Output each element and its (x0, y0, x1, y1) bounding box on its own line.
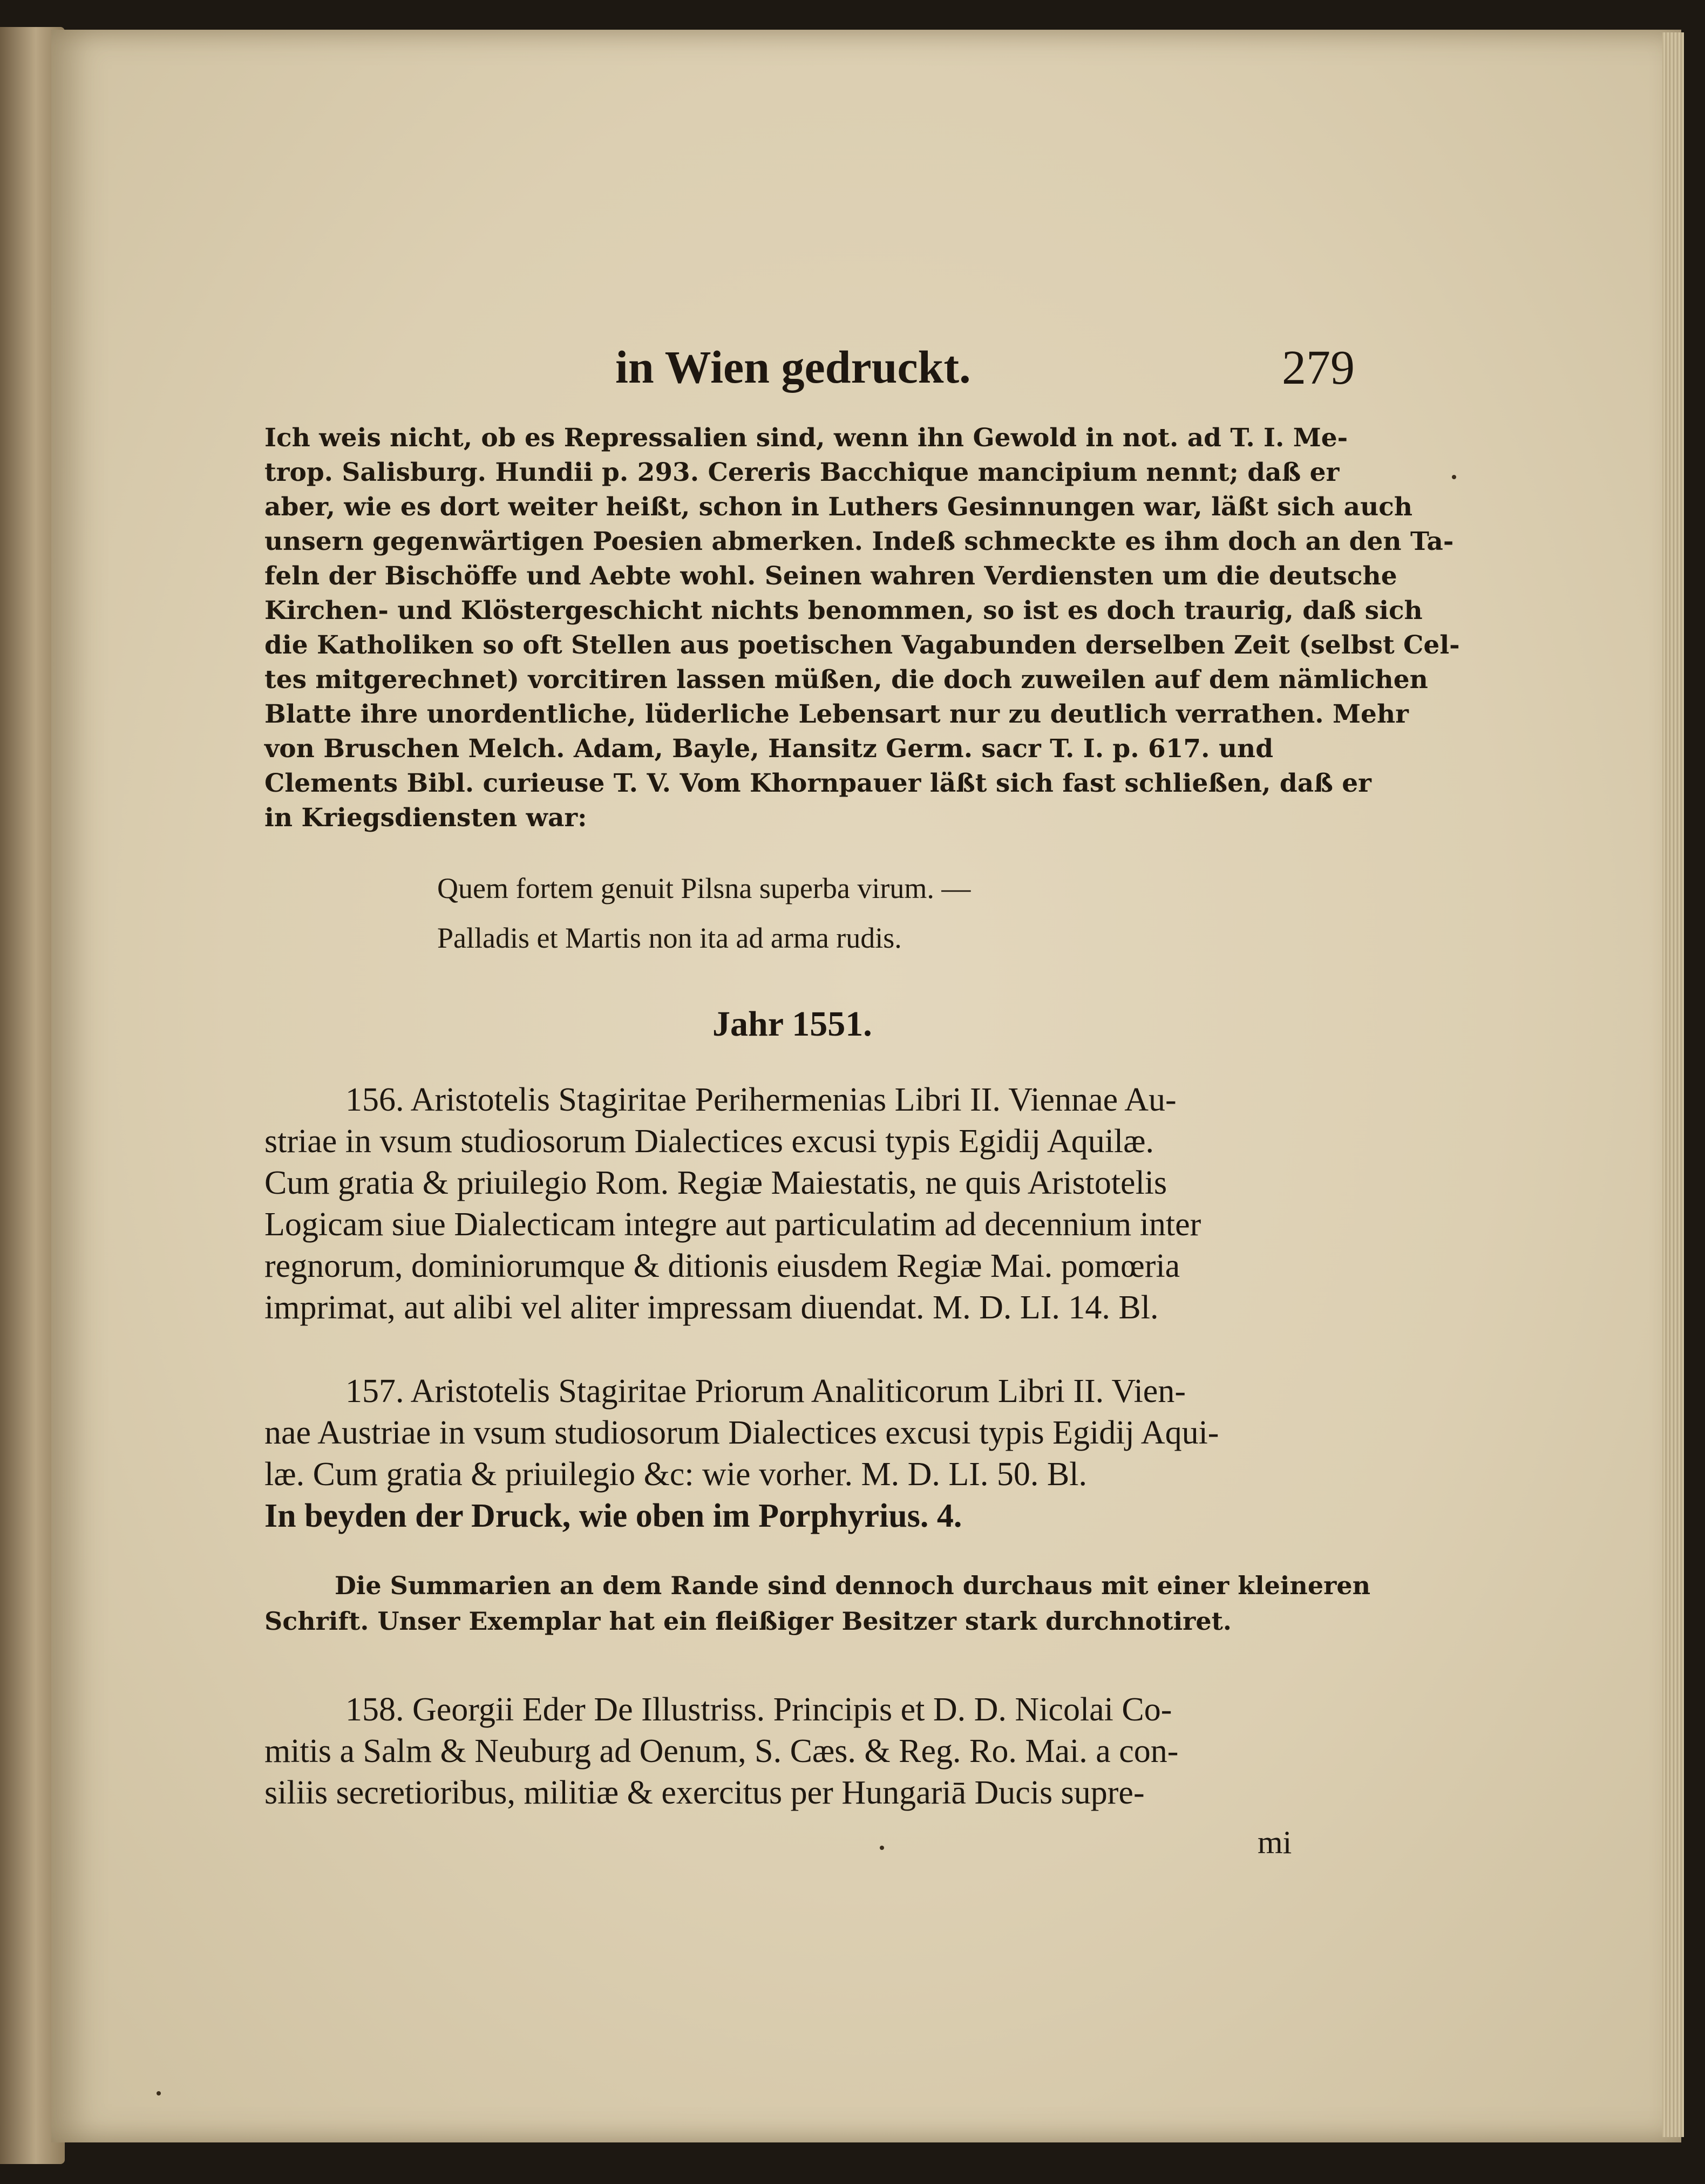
year-heading: Jahr 1551. (712, 1004, 872, 1044)
note-line: Ich weis nicht, ob es Repressalien sind, wenn ihn Gewold in not. ad T. I. Me- (264, 423, 1348, 453)
summary-note-line: Schrift. Unser Exemplar hat ein fleißiger Besitzer stark durchnotiret. (264, 1607, 1232, 1636)
latin-verse-quote (437, 863, 970, 963)
note-line: feln der Bischöffe und Aebte wohl. Seinen wahren Verdiensten um die deutsche (264, 561, 1397, 591)
entry-line: 157. Aristotelis Stagiritae Priorum Analiticorum Libri II. Vien- (345, 1373, 1186, 1410)
verse-line: Palladis et Martis non ita ad arma rudis. (437, 922, 902, 954)
entry-line: imprimat, aut alibi vel aliter impressam diuendat. M. D. LI. 14. Bl. (264, 1289, 1159, 1326)
entry-line: striae in vsum studiosorum Dialectices excusi typis Egidij Aquilæ. (264, 1123, 1154, 1160)
note-line: Blatte ihre unordentliche, lüderliche Lebensart nur zu deutlich verrathen. Mehr (264, 699, 1409, 729)
note-line: aber, wie es dort weiter heißt, schon in Luthers Gesinnungen war, läßt sich auch (264, 492, 1413, 522)
summary-note-line: Die Summarien an dem Rande sind dennoch durchaus mit einer kleineren (335, 1571, 1371, 1600)
catchword: mi (1258, 1825, 1292, 1860)
verse-line: Quem fortem genuit Pilsna superba virum. — (437, 872, 971, 904)
entry-line: mitis a Salm & Neuburg ad Oenum, S. Cæs. & Reg. Ro. Mai. a con- (264, 1733, 1179, 1770)
entry-line: 156. Aristotelis Stagiritae Perihermenias Libri II. Viennae Au- (345, 1081, 1177, 1118)
note-line: tes mitgerechnet) vorcitiren lassen müßen, die doch zuweilen auf dem nämlichen (264, 665, 1428, 695)
note-line: Kirchen- und Klöstergeschicht nichts benommen, so ist es doch traurig, daß sich (264, 596, 1423, 625)
entry-157 (264, 1371, 1344, 1537)
summary-note (264, 1568, 1371, 1639)
note-line: von Bruschen Melch. Adam, Bayle, Hansitz Germ. sacr T. I. p. 617. und (264, 734, 1274, 764)
entry-line: Cum gratia & priuilegio Rom. Regiæ Maiestatis, ne quis Aristotelis (264, 1165, 1167, 1201)
page-number: 279 (1282, 341, 1355, 394)
entry-158 (264, 1689, 1344, 1814)
note-line: Clements Bibl. curieuse T. V. Vom Khornpauer läßt sich fast schließen, daß er (264, 768, 1371, 798)
note-line: unsern gegenwärtigen Poesien abmerken. Indeß schmeckte es ihm doch an den Ta- (264, 527, 1454, 556)
note-line: in Kriegsdiensten war: (264, 803, 587, 833)
running-head (615, 340, 1355, 399)
note-line: die Katholiken so oft Stellen aus poetischen Vagabunden derselben Zeit (selbst Cel- (264, 630, 1460, 660)
running-head-title: in Wien gedruckt. (615, 341, 971, 393)
paper-speck (157, 2091, 161, 2095)
footnote-block (264, 421, 1460, 835)
entry-line: Logicam siue Dialecticam integre aut particulatim ad decennium inter (264, 1206, 1201, 1243)
entry-156 (264, 1079, 1344, 1329)
paper-speck (1452, 475, 1456, 479)
entry-line: regnorum, dominiorumque & ditionis eiusdem Regiæ Mai. pomœria (264, 1248, 1180, 1284)
note-line: trop. Salisburg. Hundii p. 293. Cereris Bacchique mancipium nennt; daß er (264, 458, 1340, 487)
entry-line: læ. Cum gratia & priuilegio &c: wie vorher. M. D. LI. 50. Bl. (264, 1456, 1087, 1493)
paper-speck (880, 1846, 884, 1850)
entry-line: In beyden der Druck, wie oben im Porphyrius. 4. (264, 1498, 962, 1534)
page-stack-edges (1662, 32, 1684, 2137)
entry-line: 158. Georgii Eder De Illustriss. Principis et D. D. Nicolai Co- (345, 1691, 1172, 1728)
entry-line: siliis secretioribus, militiæ & exercitus per Hungariā Ducis supre- (264, 1774, 1145, 1811)
entry-line: nae Austriae in vsum studiosorum Dialectices excusi typis Egidij Aqui- (264, 1414, 1219, 1451)
